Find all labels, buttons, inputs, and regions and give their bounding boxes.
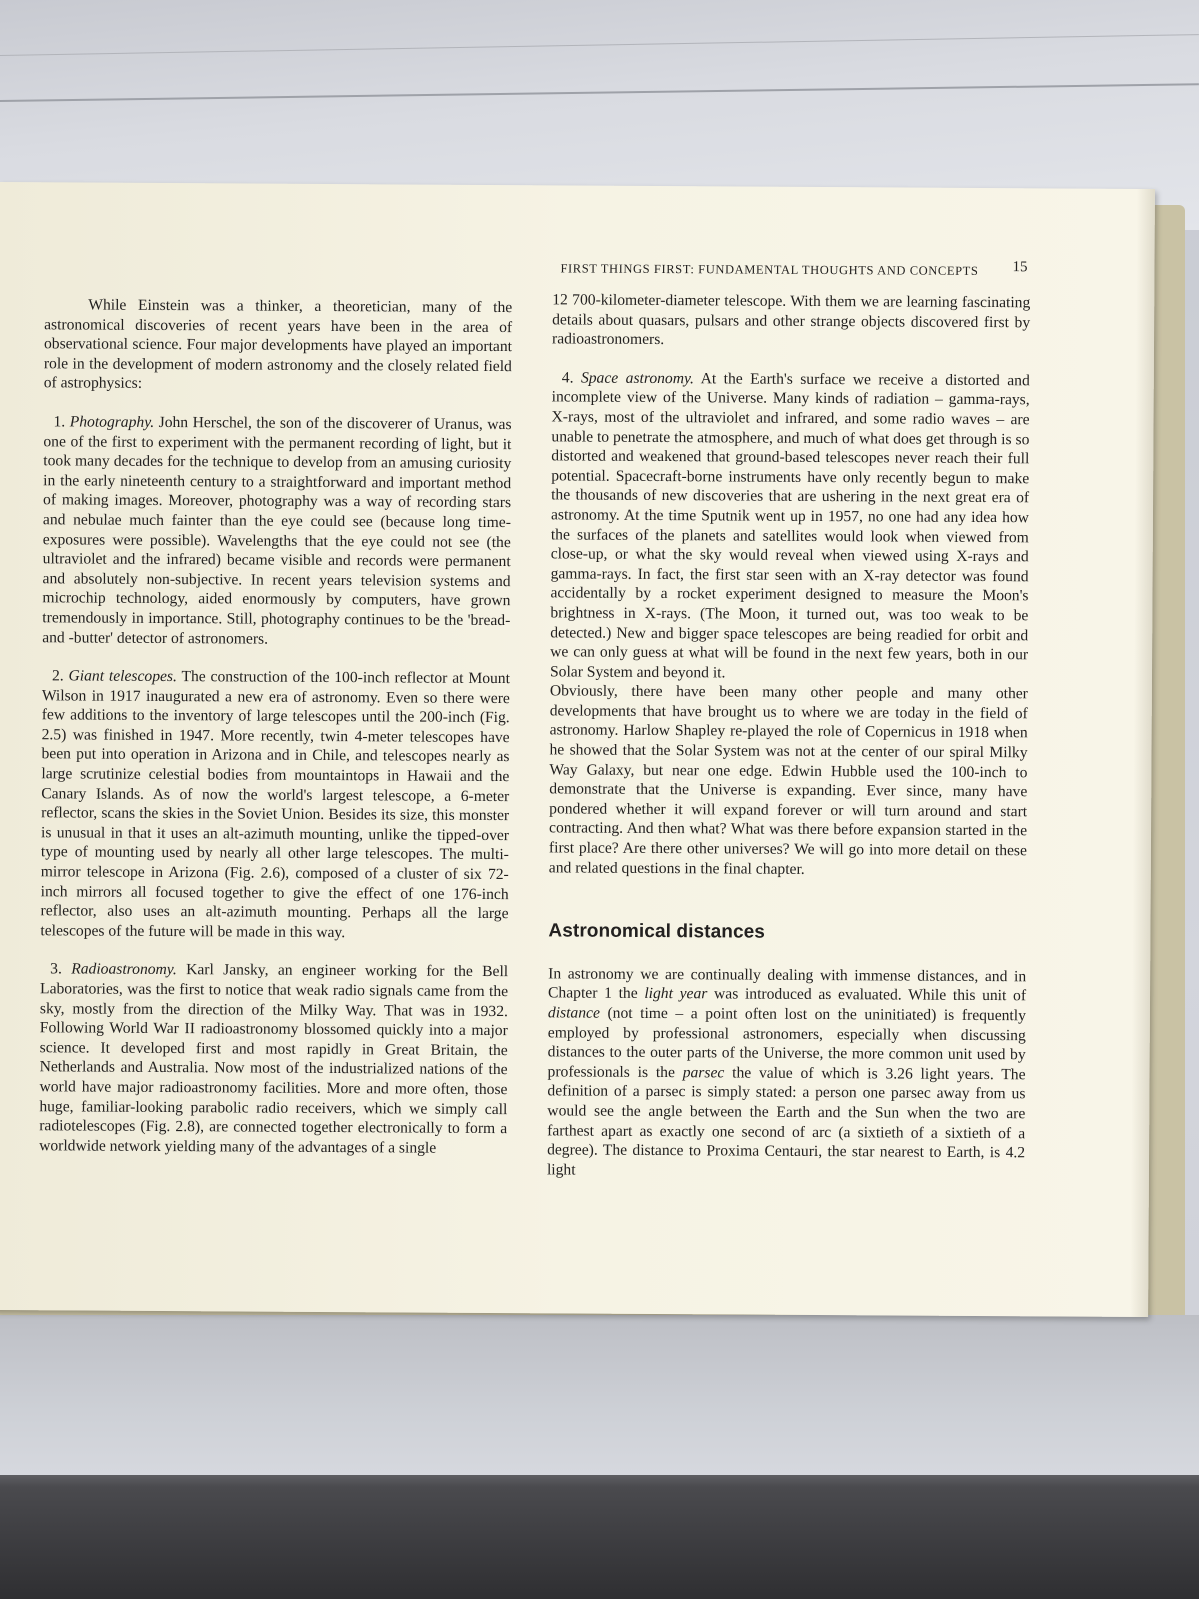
running-head: FIRST THINGS FIRST: FUNDAMENTAL THOUGHTS AND CONCEPTS [560, 261, 979, 278]
continuation-paragraph: 12 700-kilometer-diameter telescope. With them we are learning fascinating details about quasars, pulsars and other strange objects discovered first by radioastronomers. [551, 291, 1031, 349]
page-number: 15 [1012, 259, 1028, 276]
left-column [39, 295, 512, 1158]
term-light-year: light year [644, 985, 708, 1003]
item-number: 3. [50, 960, 62, 978]
item-title: Giant telescopes. [68, 667, 177, 686]
term-parsec: parsec [682, 1063, 725, 1082]
text-run: the value of which is 3.26 light years. The definition of a parsec is simply stated: a person one parsec away from us would see the angle between the Earth and the Sun when the two are farthest apart as exactly one second of arc (a sixtieth of a sixtieth of a degree). The distance to Proxima Centauri, the star nearest to Earth, is 4.2 light [546, 1064, 1026, 1179]
item-text: Karl Jansky, an engineer working for the Bell Laboratories, was the first to notice that weak radio signals came from the sky, mostly from the direction of the Milky Way. That was in 1932. Following World War II radioastronomy blossomed quickly into a major science. It developed first and most rapidly in Great Britain, the Netherlands and Australia. Now most of the industrialized nations of the world have major radioastronomy facilities. More and more often, those huge, familiar-looking parabolic radio receivers, which we simply call radiotelescopes (Fig. 2.8), are connected together electronically to form a worldwide network yielding many of the advantages of a single [39, 961, 509, 1157]
item-giant-telescopes [40, 666, 510, 943]
book-page [0, 182, 1155, 1317]
item-title: Radioastronomy. [71, 960, 177, 979]
intro-paragraph: While Einstein was a thinker, a theoretician, many of the astronomical discoveries of recent years have been in the area of observational science. Four major developments have played an important role in the development of modern astronomy and the closely related field of astrophysics: [43, 296, 513, 393]
item-number: 1. [53, 413, 66, 431]
text-run: was introduced as evaluated. While this unit of [713, 985, 1027, 1005]
item-number: 2. [51, 667, 64, 685]
item-radioastronomy [39, 960, 508, 1159]
text-run: In astronomy we are continually dealing with immense distances, and in Chapter 1 the [548, 965, 1027, 1003]
term-distance: distance [547, 1004, 600, 1022]
background-sheet-lower [0, 1315, 1199, 1475]
right-column [547, 290, 1030, 1182]
item-number: 4. [561, 369, 574, 387]
item-photography [42, 412, 511, 650]
item-text: The construction of the 100-inch reflector at Mount Wilson in 1917 inaugurated a new era of astronomy. Even so there were few additions to the inventory of large telescopes until the 200-inch (Fig. 2.5) was finished in 1947. More recently, twin 4-meter telescopes have been put into operation in Arizona and in Chile, and telescopes nearly as large scrutinize celestial bodies from mountaintops in Hawaii and the Canary Islands. As of now the world's largest telescope, a 6-meter reflector, scans the skies in the Soviet Union. Besides its size, this monster is unusual in that it uses an alt-azimuth mounting, unlike the tipped-over type of mounting used by nearly all other large telescopes. The multi-mirror telescope in Arizona (Fig. 2.6), composed of a cluster of six 72-inch mirrors all focused together to give the effect of one 176-inch reflector, also uses an alt-azimuth mounting. Perhaps all the large telescopes of the future will be made in this way. [40, 668, 510, 941]
section-heading: Astronomical distances [548, 920, 766, 943]
item-space-astronomy [550, 368, 1030, 684]
item-title: Photography. [69, 413, 155, 431]
item-title: Space astronomy. [580, 369, 695, 388]
item-text: At the Earth's surface we receive a distorted and incomplete view of the Universe. Many kinds of radiation – gamma-rays, X-rays, most of the ultraviolet and infrared, and some radio waves – are unable to penetrate the atmosphere, and much of what does get through is so distorted and weakened that ground-based telescopes never reach their full potential. Spacecraft-borne instruments have only recently begun to make the thousands of new discoveries that are ushering in the next great era of astronomy. At the time Sputnik went up in 1957, no one had any idea how the surfaces of the planets and satellites would look when viewed from close-up, or what the sky would reveal when viewed using X-rays and gamma-rays. In fact, the first star seen with an X-ray detector was found accidentally by a rocket experiment designed to measure the Moon's brightness in X-rays. (The Moon, it turned out, was too weak to be detected.) New and bigger space telescopes are being readied for orbit and we can only guess at what will be found in the next few years, both in our Solar System and beyond it. [549, 370, 1030, 682]
text-run: (not time – a point often lost on the uninitiated) is frequently employed by professional astronomers, especially when discussing distances to the outer parts of the Universe, the more common unit used by professionals is the [547, 1004, 1026, 1081]
obviously-paragraph: Obviously, there have been many other people and many other developments that have brought us to where we are today in the field of astronomy. Harlow Shapley re-played the role of Copernicus in 1918 when he showed that the Solar System was not at the center of our spiral Milky Way Galaxy, but near one edge. Edwin Hubble used the 100-inch to demonstrate that the Universe is expanding. Ever since, many have pondered whether it will expand forever or will turn around and start contracting. And then what? What was there before expansion started in the first place? Are there other universes? We will go into more detail on these and related questions in the final chapter. [548, 682, 1028, 878]
item-text: John Herschel, the son of the discoverer of Uranus, was one of the first to experiment with the permanent recording of light, but it took many decades for the technique to develop from an amusing curiosity in the early nineteenth century to a straightforward and important method of making images. Moreover, photography was a way of recording stars and nebulae much fainter than the eye could see (because long time-exposures were possible). Wavelengths that the eye could not see (the ultraviolet and the infrared) became visible and records were permanent and absolutely non-subjective. In recent years television systems and microchip technology, aided enormously by computers, have grown tremendously in importance. Still, photography continues to be the 'bread-and -butter' detector of astronomers. [42, 413, 512, 648]
distances-paragraph [547, 964, 1026, 1182]
